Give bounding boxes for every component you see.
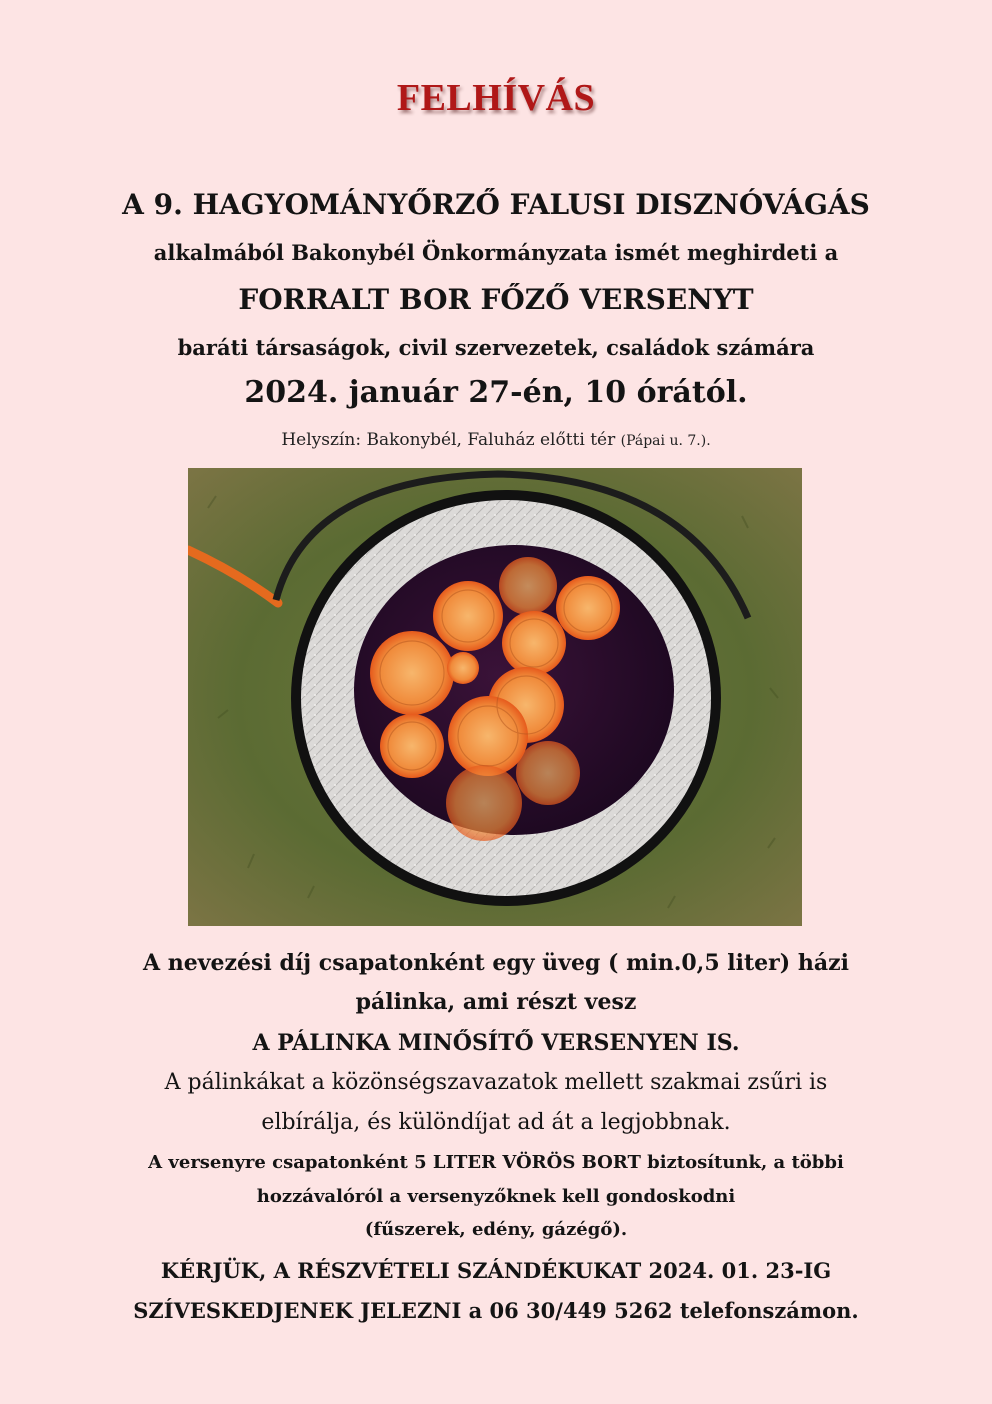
entry-fee-line1: A nevezési díj csapatonként egy üveg ( min.0,5 liter) házi (143, 950, 849, 976)
registration-line2: SZÍVESKEDJENEK JELEZNI a 06 30/449 5262 telefonszámon. (133, 1298, 859, 1323)
supplies-line1: A versenyre csapatonként 5 LITER VÖRÖS BORT biztosítunk, a többi (148, 1152, 844, 1173)
intro-text: alkalmából Bakonybél Önkormányzata ismét meghirdeti a (153, 240, 839, 265)
location-main: Helyszín: Bakonybél, Faluház előtti tér (281, 430, 621, 450)
mulled-wine-photo (188, 468, 802, 926)
registration-line1: KÉRJÜK, A RÉSZVÉTELI SZÁNDÉKUKAT 2024. 01. 23-IG (160, 1258, 832, 1283)
supplies-line3: (fűszerek, edény, gázégő). (364, 1219, 628, 1240)
contest-title: FORRALT BOR FŐZŐ VERSENYT (238, 283, 754, 316)
event-title: A 9. HAGYOMÁNYŐRZŐ FALUSI DISZNÓVÁGÁS (122, 188, 870, 221)
audience-text: baráti társaságok, civil szervezetek, családok számára (177, 335, 815, 360)
jury-line1: A pálinkákat a közönségszavazatok mellett szakmai zsűri is (164, 1070, 828, 1095)
supplies-line2: hozzávalóról a versenyzőknek kell gondoskodni (256, 1186, 736, 1207)
location-text (0, 430, 992, 450)
poster-heading: FELHÍVÁS (396, 77, 596, 119)
cauldron-illustration (188, 468, 802, 926)
location-address: (Pápai u. 7.). (620, 433, 711, 449)
jury-line2: elbírálja, és különdíjat ad át a legjobbnak. (261, 1110, 731, 1135)
entry-fee-line3: A PÁLINKA MINŐSÍTŐ VERSENYEN IS. (252, 1030, 740, 1056)
entry-fee-line2: pálinka, ami részt vesz (355, 989, 637, 1015)
event-date: 2024. január 27-én, 10 órától. (244, 375, 748, 410)
